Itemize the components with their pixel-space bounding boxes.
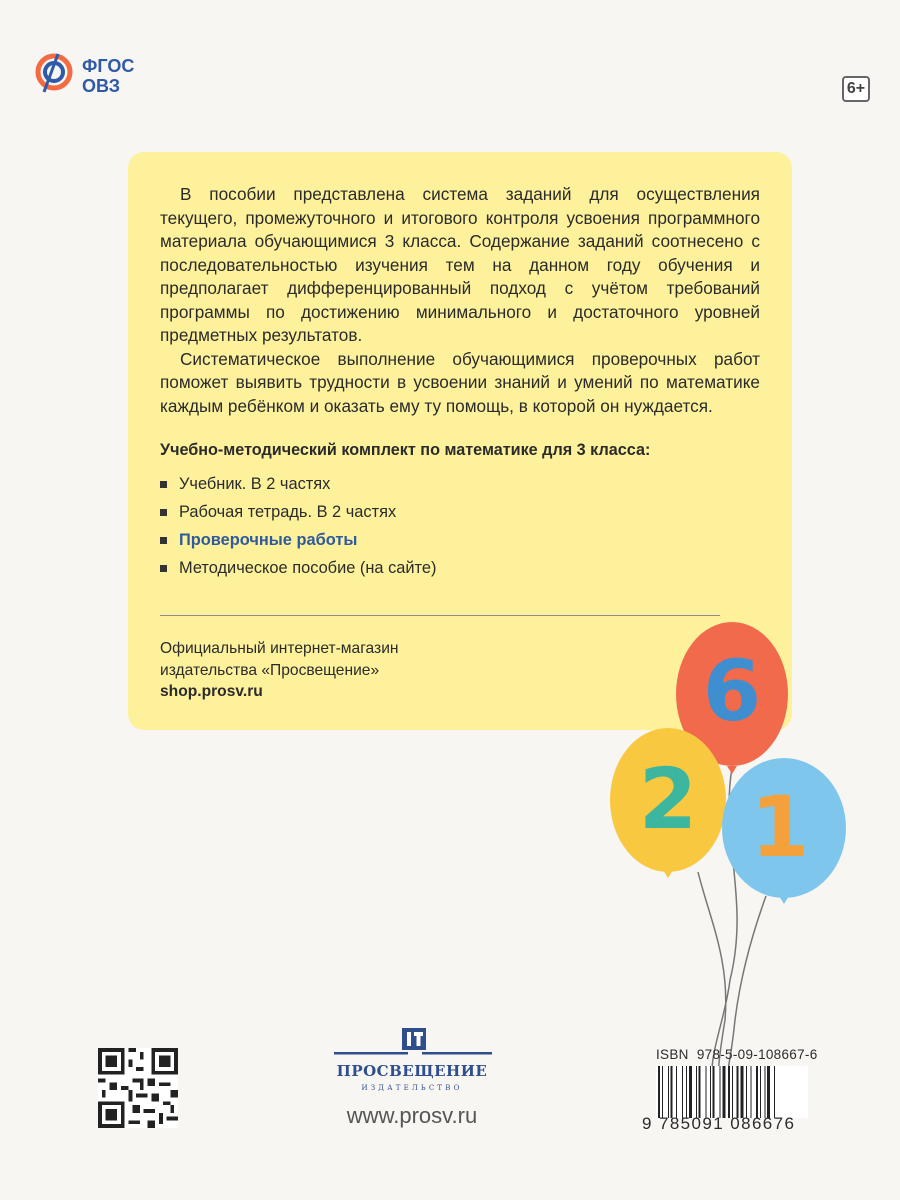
barcode-bar xyxy=(713,1066,715,1118)
barcode-digits: 9 785091 086676 xyxy=(642,1114,796,1133)
barcode-bar xyxy=(710,1066,711,1118)
barcode-bar xyxy=(741,1066,744,1118)
svg-text:6: 6 xyxy=(702,642,762,740)
list-item: Рабочая тетрадь. В 2 частях xyxy=(160,498,436,526)
barcode-bar xyxy=(706,1066,707,1118)
barcode-bar xyxy=(756,1066,758,1118)
balloon-2 xyxy=(610,728,726,878)
barcode-bar xyxy=(722,1066,725,1118)
publisher-website-link[interactable]: www.prosv.ru xyxy=(346,1103,478,1128)
barcode-bar xyxy=(682,1066,683,1118)
shop-info: Официальный интернет-магазин издательства «Просвещение» shop.prosv.ru xyxy=(160,638,399,703)
balloon-1 xyxy=(722,758,846,904)
barcode-bar xyxy=(699,1066,701,1118)
barcode-bar xyxy=(658,1066,660,1118)
barcode-bar xyxy=(676,1066,677,1118)
barcode-bar xyxy=(686,1066,687,1118)
svg-text:1: 1 xyxy=(750,778,810,876)
qr-code-icon xyxy=(98,1048,178,1128)
bullet-icon xyxy=(160,481,167,488)
barcode-bar xyxy=(671,1066,673,1118)
book-description xyxy=(160,183,760,418)
barcode-icon xyxy=(656,1066,808,1118)
publisher-name: ПРОСВЕЩЕНИЕ xyxy=(336,1062,488,1080)
publisher-subtitle: ИЗДАТЕЛЬСТВО xyxy=(361,1084,463,1092)
barcode-bar xyxy=(689,1066,692,1118)
barcode-bar xyxy=(750,1066,751,1118)
barcode-bar xyxy=(732,1066,733,1118)
fgos-logo-text: ФГОС ОВЗ xyxy=(82,56,135,96)
description-paragraph: В пособии представлена система заданий для осуществления текущего, промежуточного и итогового контроля усвоения программного материала обучающимися 3 класса. Содержание заданий соотнесено с последовательностью изучения тем на данном году обучения и предполагает дифференцированный подход с учётом требований программы по достижению минимального и достаточного уровней предметных результатов. xyxy=(160,184,760,345)
barcode-bar xyxy=(760,1066,761,1118)
list-item: Учебник. В 2 частях xyxy=(160,470,436,498)
barcode-bar xyxy=(764,1066,765,1118)
barcode-bar xyxy=(662,1066,663,1118)
list-item: Методическое пособие (на сайте) xyxy=(160,554,436,582)
balloons-illustration xyxy=(600,600,900,1080)
svg-text:2: 2 xyxy=(638,750,698,848)
barcode-bar xyxy=(696,1066,697,1118)
shop-link[interactable]: shop.prosv.ru xyxy=(160,683,263,700)
barcode-bar xyxy=(728,1066,730,1118)
kit-list xyxy=(160,470,436,582)
kit-title: Учебно-методический комплект по математике для 3 класса: xyxy=(160,441,651,459)
isbn-text: ISBN 978-5-09-108667-6 xyxy=(656,1047,818,1062)
barcode-bar xyxy=(774,1066,775,1118)
list-item-highlighted: Проверочные работы xyxy=(160,526,436,554)
bullet-icon xyxy=(160,537,167,544)
age-rating-badge: 6+ xyxy=(842,76,870,102)
barcode-bar xyxy=(668,1066,669,1118)
description-paragraph: Систематическое выполнение обучающимися проверочных работ поможет выявить трудности в усвоении знаний и умений по математике каждым ребёнком и оказать ему ту помощь, в которой он нуждается. xyxy=(160,348,760,416)
bullet-icon xyxy=(160,509,167,516)
barcode-bar xyxy=(736,1066,738,1118)
bullet-icon xyxy=(160,565,167,572)
barcode-bar xyxy=(746,1066,747,1118)
barcode-bar xyxy=(720,1066,721,1118)
barcode-bar xyxy=(767,1066,770,1118)
